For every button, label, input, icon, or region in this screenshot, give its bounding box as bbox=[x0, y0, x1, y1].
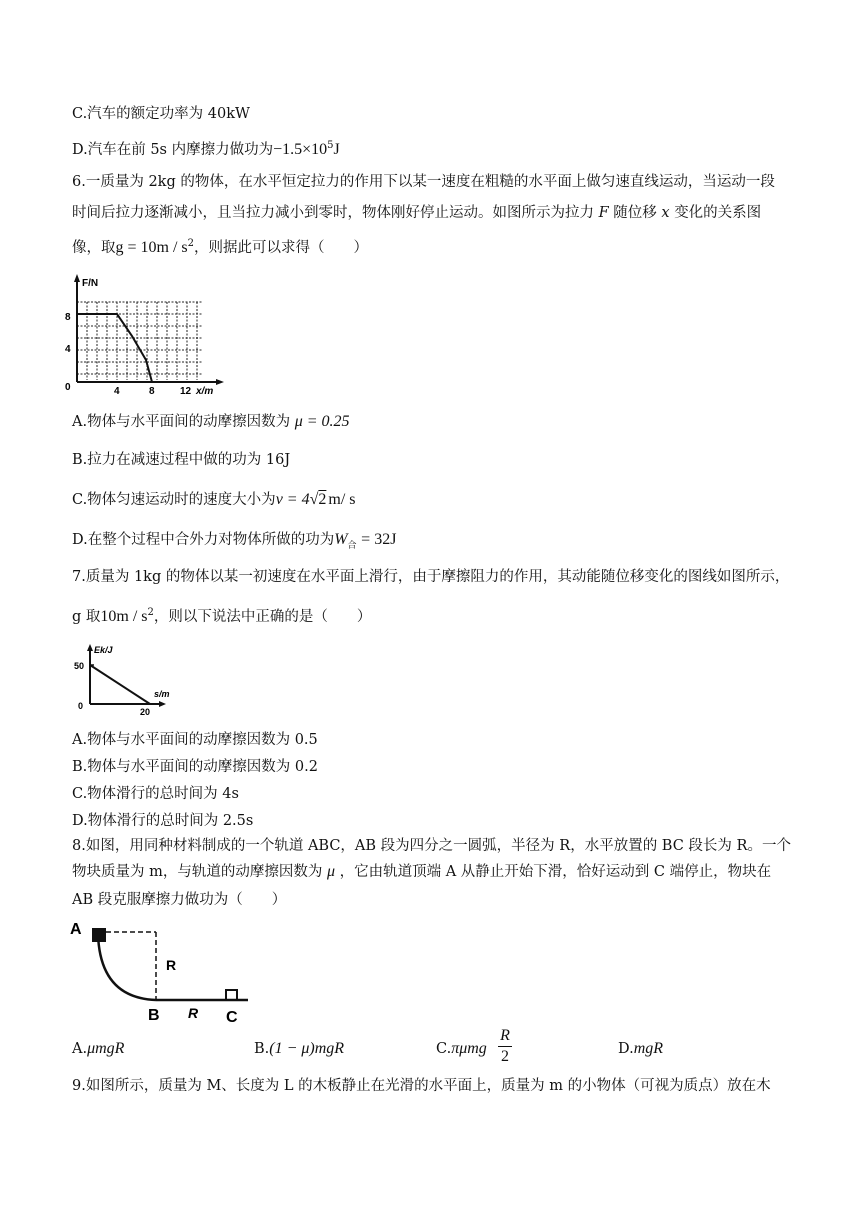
q6-stem-line2: 时间后拉力逐渐减小，且当拉力减小到零时，物体刚好停止运动。如图所示为拉力 F 随位移 x 变化的关系图 bbox=[72, 205, 762, 221]
q8-label-a: A bbox=[70, 921, 82, 938]
q6-option-b: B.拉力在减速过程中做的功为 16J bbox=[72, 452, 291, 468]
q6-y-tick-8: 8 bbox=[65, 312, 71, 323]
q7-y-axis-label: Ek/J bbox=[94, 645, 113, 655]
q8-label-c: C bbox=[226, 1009, 238, 1026]
q9-stem-line1: 9.如图所示，质量为 M、长度为 L 的木板静止在光滑的水平面上，质量为 m 的小物体（可视为质点）放在木 bbox=[72, 1078, 771, 1094]
q8-option-b: B.(1 − μ)mgR bbox=[254, 1040, 345, 1057]
q8-stem-line2: 物块质量为 m，与轨道的动摩擦因数为 μ ，它由轨道顶端 A 从静止开始下滑，恰好运动到 C 端停止，物块在 bbox=[72, 863, 772, 880]
q7-x-tick-20: 20 bbox=[140, 707, 151, 717]
q6-y-axis-label: F/N bbox=[82, 278, 99, 289]
q5-option-d: D.汽车在前 5s 内摩擦力做功为$-1.5\times 10^5J$ bbox=[72, 140, 340, 158]
q6-option-a: A.物体与水平面间的动摩擦因数为 μ = 0.25 bbox=[72, 413, 350, 430]
q7-kinetic-energy-graph bbox=[70, 642, 180, 717]
q6-x-tick-12: 12 bbox=[180, 386, 192, 397]
q8-stem-line1: 8.如图，用同种材料制成的一个轨道 ABC，AB 段为四分之一圆弧，半径为 R，水平放置的 BC 段长为 R。一个 bbox=[72, 838, 791, 854]
q6-x-tick-8: 8 bbox=[149, 386, 155, 397]
q7-energy-line bbox=[90, 665, 150, 704]
q6-x-axis-label: x/m bbox=[196, 386, 214, 397]
q7-stem-line2: g 取$10m / s^2$，则以下说法中正确的是（ ） bbox=[72, 607, 372, 625]
q6-option-d: D.在整个过程中合外力对物体所做的功为$W_合 = 32J$ bbox=[72, 531, 397, 551]
q8-option-d: D.mgR bbox=[618, 1040, 664, 1057]
q7-option-a: A.物体与水平面间的动摩擦因数为 0.5 bbox=[72, 732, 318, 748]
q8-block bbox=[92, 928, 106, 942]
q7-y-tick-50: 50 bbox=[74, 661, 85, 671]
q6-force-displacement-graph bbox=[62, 270, 232, 400]
q7-option-c: C.物体滑行的总时间为 4s bbox=[72, 786, 239, 802]
q6-y-tick-0: 0 bbox=[65, 382, 71, 393]
q6-option-c: C.物体匀速运动时的速度大小为v = 4√2 m/ s bbox=[72, 491, 356, 508]
q7-origin-label: 0 bbox=[78, 701, 84, 711]
q8-quarter-arc bbox=[98, 934, 156, 1000]
q7-option-b: B.物体与水平面间的动摩擦因数为 0.2 bbox=[72, 759, 318, 775]
q7-stem-line1: 7.质量为 1kg 的物体以某一初速度在水平面上滑行，由于摩擦阻力的作用，其动能随位移变化的图线如图所示， bbox=[72, 569, 790, 585]
q7-x-axis-label: s/m bbox=[154, 689, 170, 699]
q8-track-figure bbox=[68, 916, 258, 1026]
q6-force-curve bbox=[77, 314, 152, 382]
q5-option-c: C.汽车的额定功率为 40kW bbox=[72, 106, 250, 122]
q7-option-d: D.物体滑行的总时间为 2.5s bbox=[72, 813, 254, 829]
q8-label-r-vertical: R bbox=[166, 957, 177, 973]
q8-stem-line3: AB 段克服摩擦力做功为（ ） bbox=[72, 892, 287, 908]
q8-label-r-horizontal: R bbox=[188, 1005, 199, 1021]
q6-y-tick-4: 4 bbox=[65, 344, 71, 355]
q6-stem-line1: 6.一质量为 2kg 的物体，在水平恒定拉力的作用下以某一速度在粗糙的水平面上做匀速直线运动，当运动一段 bbox=[72, 174, 775, 190]
q6-stem-line3: 像，取$g = 10m / s^2$，则据此可以求得（ ） bbox=[72, 238, 369, 256]
q6-x-tick-4: 4 bbox=[114, 386, 120, 397]
q8-option-a: A.μmgR bbox=[72, 1040, 125, 1057]
q8-label-b: B bbox=[148, 1007, 160, 1024]
